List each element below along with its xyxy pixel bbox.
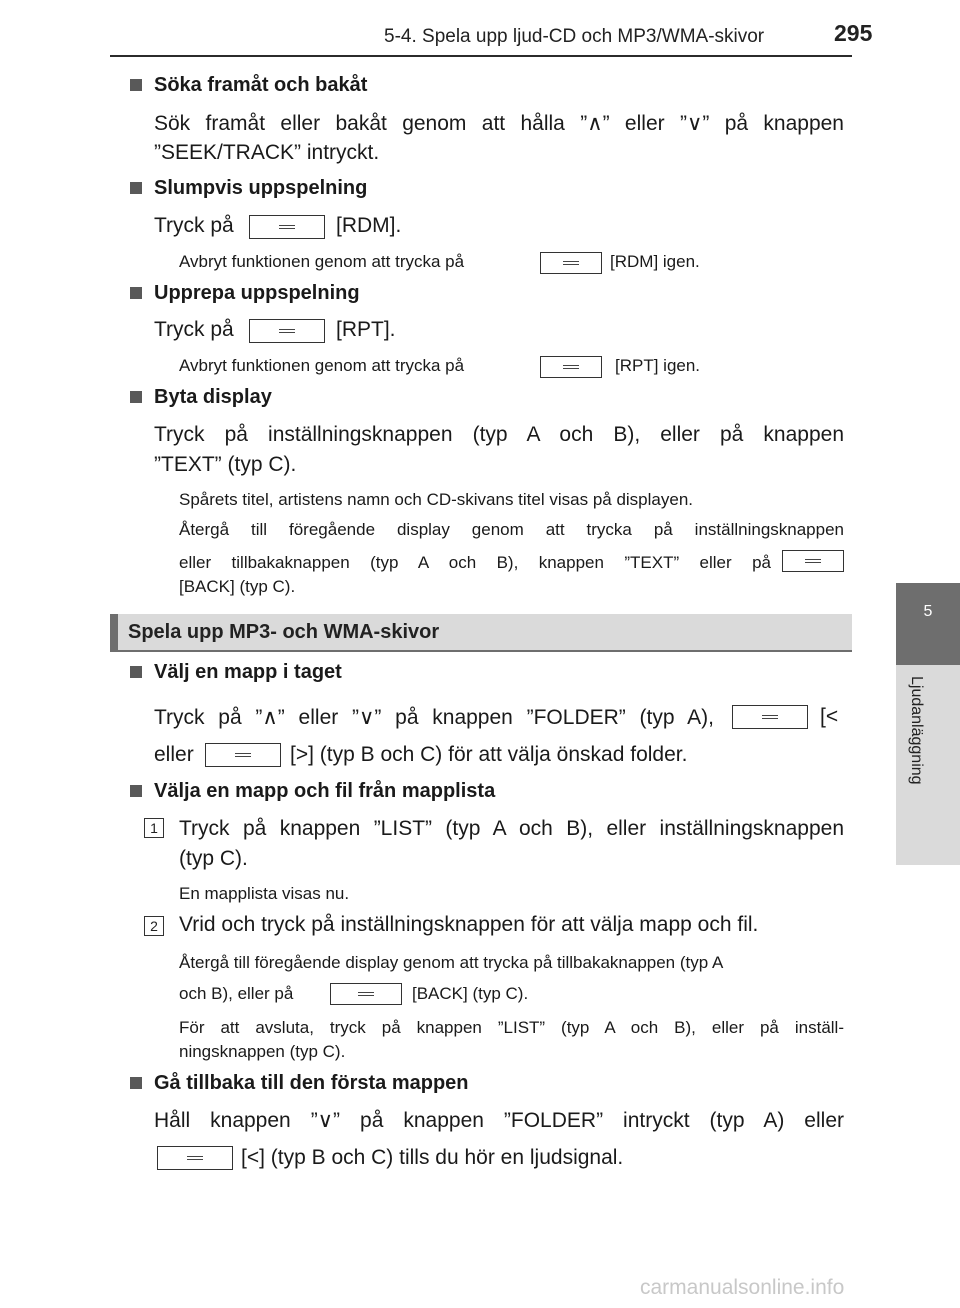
heading-first-folder: Gå tillbaka till den första mappen bbox=[154, 1072, 469, 1094]
bullet-square-icon bbox=[130, 1077, 142, 1089]
preset-button-icon bbox=[540, 356, 602, 378]
first-folder-text-1: Håll knappen ”∨” på knappen ”FOLDER” intryckt (typ A) eller bbox=[154, 1109, 844, 1132]
folder-text-1: Tryck på ”∧” eller ”∨” på knappen ”FOLDER” (typ A), bbox=[154, 706, 714, 729]
chapter-number: 5 bbox=[923, 603, 933, 620]
display-text-1: Tryck på inställningsknappen (typ A och B), eller på knappen bbox=[154, 423, 844, 446]
step-number-1: 1 bbox=[144, 818, 164, 838]
header-rule bbox=[110, 55, 852, 57]
chapter-tab bbox=[896, 583, 960, 665]
repeat-tryck: Tryck på bbox=[154, 318, 234, 341]
folder-text-1-end: [< bbox=[820, 705, 839, 728]
preset-button-icon bbox=[782, 550, 844, 572]
preset-button-icon bbox=[732, 705, 808, 729]
bullet-square-icon bbox=[130, 287, 142, 299]
preset-button-icon bbox=[540, 252, 602, 274]
bullet-square-icon bbox=[130, 391, 142, 403]
seek-text-2: ”SEEK/TRACK” intryckt. bbox=[154, 141, 380, 164]
bullet-square-icon bbox=[130, 79, 142, 91]
heading-folder: Välj en mapp i taget bbox=[154, 661, 342, 683]
step1-note: En mapplista visas nu. bbox=[179, 884, 350, 903]
page-number: 295 bbox=[834, 20, 873, 46]
step2-note-2b: ningsknappen (typ C). bbox=[179, 1042, 346, 1061]
section-header-rule bbox=[110, 650, 852, 652]
seek-text-1: Sök framåt eller bakåt genom att hålla ”∧” eller ”∨” på knappen bbox=[154, 112, 844, 135]
display-note-2c: [BACK] (typ C). bbox=[179, 577, 296, 596]
bullet-square-icon bbox=[130, 666, 142, 678]
step2-note-1b-end: [BACK] (typ C). bbox=[412, 984, 529, 1003]
display-note-1: Spårets titel, artistens namn och CD-skivans titel visas på displayen. bbox=[179, 490, 694, 509]
bullet-square-icon bbox=[130, 182, 142, 194]
first-folder-text-2: [<] (typ B och C) tills du hör en ljudsignal. bbox=[241, 1146, 624, 1169]
step2-text: Vrid och tryck på inställningsknappen för att välja mapp och fil. bbox=[179, 913, 759, 936]
watermark: carmanualsonline.info bbox=[640, 1276, 845, 1299]
random-tryck: Tryck på bbox=[154, 214, 234, 237]
display-note-2a: Återgå till föregående display genom att trycka på inställningsknappen bbox=[179, 520, 844, 539]
random-note-end: [RDM] igen. bbox=[610, 252, 700, 271]
repeat-note-end: [RPT] igen. bbox=[615, 356, 701, 375]
heading-repeat: Upprepa uppspelning bbox=[154, 282, 360, 304]
display-text-2: ”TEXT” (typ C). bbox=[154, 453, 297, 476]
bullet-square-icon bbox=[130, 785, 142, 797]
heading-folder-list: Välja en mapp och fil från mapplista bbox=[154, 780, 496, 802]
repeat-rpt: [RPT]. bbox=[336, 318, 396, 341]
step-number-2: 2 bbox=[144, 916, 164, 936]
preset-button-icon bbox=[330, 983, 402, 1005]
heading-random: Slumpvis uppspelning bbox=[154, 177, 368, 199]
heading-display: Byta display bbox=[154, 386, 272, 408]
folder-text-2: [>] (typ B och C) för att välja önskad folder. bbox=[290, 743, 688, 766]
step1-text-b: (typ C). bbox=[179, 847, 248, 870]
section-title: 5-4. Spela upp ljud-CD och MP3/WMA-skivor bbox=[384, 26, 765, 47]
step1-text-a: Tryck på knappen ”LIST” (typ A och B), eller inställningsknappen bbox=[179, 817, 844, 840]
heading-seek: Söka framåt och bakåt bbox=[154, 74, 368, 96]
chapter-title: Ljudanläggning bbox=[908, 676, 925, 785]
preset-button-icon bbox=[249, 319, 325, 343]
preset-button-icon bbox=[205, 743, 281, 767]
random-rdm: [RDM]. bbox=[336, 214, 402, 237]
random-note: Avbryt funktionen genom att trycka på bbox=[179, 252, 465, 271]
folder-text-2-pre: eller bbox=[154, 743, 194, 766]
step2-note-2a: För att avsluta, tryck på knappen ”LIST” (typ A och B), eller på inställ- bbox=[179, 1018, 844, 1037]
repeat-note: Avbryt funktionen genom att trycka på bbox=[179, 356, 465, 375]
display-note-2b: eller tillbakaknappen (typ A och B), knappen ”TEXT” eller på bbox=[179, 553, 771, 572]
step2-note-1: Återgå till föregående display genom att trycka på tillbakaknappen (typ A bbox=[179, 953, 724, 972]
preset-button-icon bbox=[157, 1146, 233, 1170]
preset-button-icon bbox=[249, 215, 325, 239]
step2-note-1b: och B), eller på bbox=[179, 984, 294, 1003]
section-header-title: Spela upp MP3- och WMA-skivor bbox=[128, 621, 440, 643]
